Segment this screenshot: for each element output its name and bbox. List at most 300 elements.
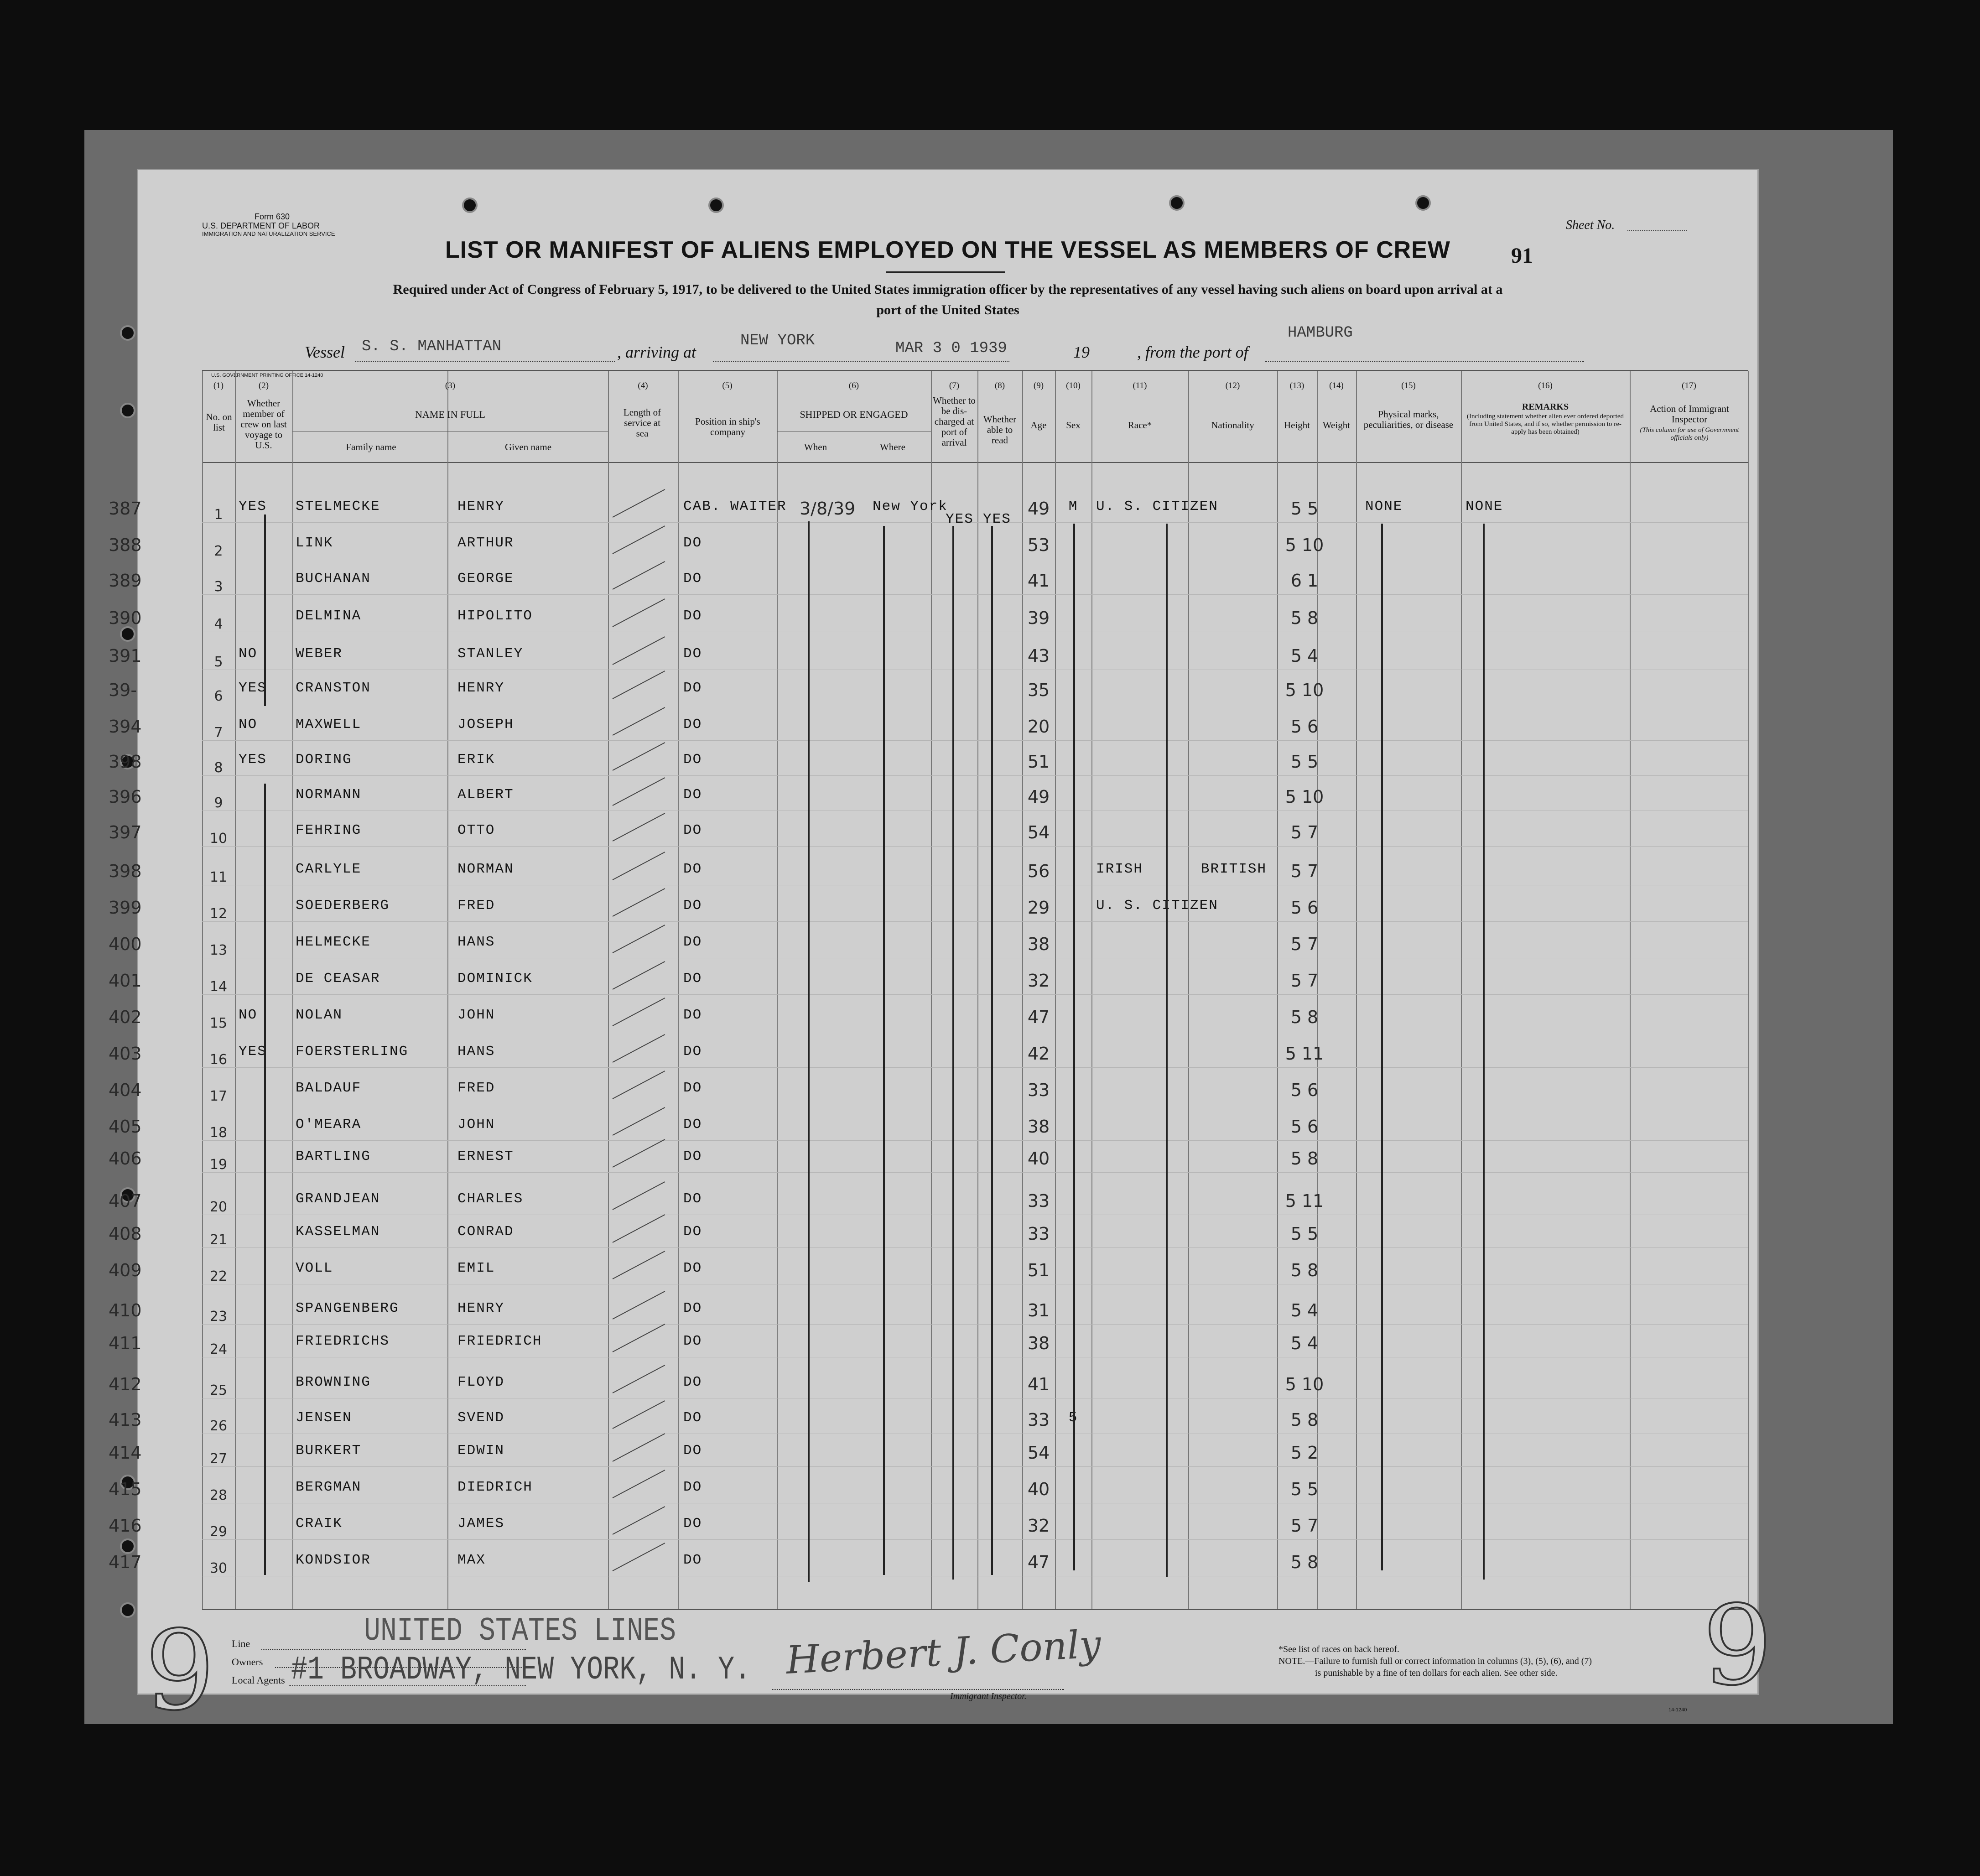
sex: 5: [1068, 1410, 1078, 1426]
title-underline: [886, 271, 1005, 273]
ditto-line-read: [991, 526, 993, 1575]
reference-number: 394: [109, 717, 142, 737]
family-name: GRANDJEAN: [296, 1191, 380, 1207]
row-number: 26: [209, 1418, 228, 1434]
length-service-tick: [613, 961, 665, 990]
row-number: 11: [209, 869, 228, 885]
given-name: JOHN: [457, 1007, 495, 1023]
row-number: 7: [214, 725, 223, 741]
reference-number: 404: [109, 1080, 142, 1100]
family-name: CARLYLE: [296, 861, 362, 877]
inspector-label: Immigrant Inspector.: [950, 1691, 1027, 1701]
height: 5 5: [1290, 1224, 1319, 1244]
height: 5 7: [1290, 822, 1319, 842]
races-note: *See list of races on back hereof.: [1278, 1644, 1399, 1654]
ship-position: DO: [683, 571, 702, 587]
height: 5 11: [1285, 1044, 1324, 1064]
row-rule: [202, 775, 1748, 776]
line-label: Line: [232, 1638, 250, 1649]
length-service-tick: [613, 925, 665, 953]
age: 38: [1027, 1333, 1050, 1353]
col-number: (6): [848, 381, 859, 390]
row-rule: [202, 1067, 1748, 1068]
family-name: FRIEDRICHS: [296, 1333, 390, 1349]
row-number: 22: [209, 1268, 228, 1284]
ditto-line-member: [264, 514, 266, 706]
reference-number: 387: [109, 499, 142, 519]
length-service-tick: [613, 1470, 665, 1498]
given-name: MAX: [457, 1552, 486, 1568]
age: 47: [1027, 1552, 1050, 1572]
given-name: ERIK: [457, 752, 495, 768]
row-rule: [202, 740, 1748, 741]
ditto-line-member: [264, 784, 266, 1575]
height: 5 7: [1290, 934, 1319, 954]
height: 5 10: [1285, 680, 1324, 700]
row-number: 17: [209, 1088, 228, 1104]
ship-position: DO: [683, 1224, 702, 1240]
age: 49: [1027, 499, 1050, 519]
reference-number: 396: [109, 787, 142, 807]
row-number: 23: [209, 1309, 228, 1325]
ship-position: DO: [683, 1080, 702, 1096]
family-name: BERGMAN: [296, 1479, 362, 1495]
reference-number: 397: [109, 822, 142, 842]
col-divider: [608, 371, 609, 1609]
ditto-line-discharged: [952, 526, 954, 1580]
ship-position: DO: [683, 752, 702, 768]
header-weight: Weight: [1322, 420, 1351, 431]
age: 33: [1027, 1080, 1050, 1100]
given-name: CONRAD: [457, 1224, 514, 1240]
binder-hole: [1169, 195, 1185, 211]
col-number: (7): [949, 381, 960, 390]
col-number: (4): [638, 381, 648, 390]
header-member-last-voyage: Whether member of crew on last voyage to U.S.: [240, 398, 287, 451]
age: 33: [1027, 1410, 1050, 1430]
able-to-read: YES: [983, 511, 1011, 527]
ship-position: DO: [683, 1443, 702, 1459]
length-service-tick: [613, 525, 665, 554]
length-service-tick: [613, 1139, 665, 1168]
shipped-when: 3/8/39: [800, 499, 856, 519]
ditto-line-race: [1166, 524, 1168, 1577]
height: 5 4: [1290, 1333, 1319, 1353]
header-name-in-full: NAME IN FULL: [415, 409, 485, 420]
penalty-note-1: NOTE.—Failure to furnish full or correct information in columns (3), (5), (6), and (7): [1278, 1656, 1592, 1666]
height: 5 4: [1290, 1300, 1319, 1320]
reference-number: 401: [109, 971, 142, 991]
age: 54: [1027, 822, 1050, 842]
family-name: CRAIK: [296, 1516, 343, 1532]
row-number: 15: [209, 1015, 228, 1031]
given-name: STANLEY: [457, 646, 524, 662]
family-name: SOEDERBERG: [296, 898, 390, 914]
ship-position: DO: [683, 822, 702, 838]
given-name: FRIEDRICH: [457, 1333, 542, 1349]
subtitle-line-2: port of the United States: [876, 302, 1019, 317]
header-discharged: Whether to be dis-charged at port of arrival: [933, 395, 976, 448]
member-last-voyage: YES: [239, 752, 267, 768]
family-name: MAXWELL: [296, 717, 362, 733]
family-name: STELMECKE: [296, 499, 380, 514]
family-name: FOERSTERLING: [296, 1044, 409, 1060]
given-name: HENRY: [457, 680, 505, 696]
race: U. S. CITIZEN: [1096, 898, 1218, 914]
reference-number: 400: [109, 934, 142, 954]
length-service-tick: [613, 998, 665, 1026]
reference-number: 388: [109, 535, 142, 555]
member-last-voyage: NO: [239, 646, 258, 662]
reference-number: 417: [109, 1552, 142, 1572]
reference-number: 409: [109, 1260, 142, 1280]
owners-label: Owners: [232, 1656, 263, 1668]
col-number: (13): [1289, 381, 1304, 390]
height: 5 10: [1285, 535, 1324, 555]
height: 5 8: [1290, 1260, 1319, 1280]
signature-line: [772, 1689, 1064, 1690]
col-number: (8): [994, 381, 1005, 390]
year-prefix: 19: [1073, 343, 1090, 361]
family-name: VOLL: [296, 1260, 333, 1276]
reference-number: 411: [109, 1333, 142, 1353]
ship-position: DO: [683, 717, 702, 733]
row-number: 5: [214, 654, 223, 670]
row-number: 18: [209, 1125, 228, 1141]
reference-number: 391: [109, 646, 142, 666]
age: 29: [1027, 898, 1050, 918]
sex: M: [1068, 499, 1078, 514]
to-be-discharged: YES: [946, 511, 974, 527]
date-stamp: MAR 3 0 1939: [895, 340, 1007, 357]
row-number: 28: [209, 1487, 228, 1503]
physical-marks: NONE: [1365, 499, 1403, 514]
subtitle-line-1: Required under Act of Congress of February 5, 1917, to be delivered to the United States immigration officer by the representatives of any vessel having such aliens on board upon arrival at a: [393, 282, 1503, 297]
ship-position: DO: [683, 1479, 702, 1495]
age: 51: [1027, 752, 1050, 772]
reference-number: 389: [109, 571, 142, 591]
length-service-tick: [613, 1181, 665, 1210]
ship-position: DO: [683, 1191, 702, 1207]
ditto-line-marks: [1381, 524, 1383, 1570]
height: 5 7: [1290, 971, 1319, 991]
reference-number: 390: [109, 608, 142, 628]
height: 5 8: [1290, 1148, 1319, 1169]
folder-number-left: 9: [145, 1607, 215, 1735]
age: 40: [1027, 1479, 1050, 1499]
col-divider: [292, 371, 293, 1609]
ship-position: DO: [683, 1374, 702, 1390]
family-name: BALDAUF: [296, 1080, 362, 1096]
reference-number: 398: [109, 752, 142, 772]
length-service-tick: [613, 742, 665, 771]
binder-hole: [120, 1602, 135, 1618]
form-code: 14-1240: [1668, 1707, 1687, 1713]
ship-position: DO: [683, 1260, 702, 1276]
from-port: HAMBURG: [1288, 324, 1353, 342]
given-name: ARTHUR: [457, 535, 514, 551]
length-service-tick: [613, 1433, 665, 1462]
header-family-name: Family name: [346, 442, 396, 452]
given-name: EDWIN: [457, 1443, 505, 1459]
sheet-number-label: [1566, 218, 1615, 233]
row-number: 1: [214, 507, 223, 523]
height: 5 6: [1290, 717, 1319, 737]
age: 32: [1027, 1516, 1050, 1536]
family-name: NOLAN: [296, 1007, 343, 1023]
binder-hole: [120, 325, 135, 341]
reference-number: 412: [109, 1374, 142, 1394]
ship-position: DO: [683, 535, 702, 551]
given-name: HIPOLITO: [457, 608, 533, 624]
ship-position: DO: [683, 1333, 702, 1349]
reference-number: 413: [109, 1410, 142, 1430]
header-age: Age: [1030, 420, 1047, 431]
col-number: (15): [1401, 381, 1416, 390]
binder-hole: [462, 197, 478, 213]
vessel-label: Vessel: [305, 343, 345, 361]
length-service-tick: [613, 1365, 665, 1393]
given-name: FRED: [457, 1080, 495, 1096]
age: 39: [1027, 608, 1050, 628]
reference-number: 406: [109, 1148, 142, 1169]
col-divider: [678, 371, 679, 1609]
family-name: BROWNING: [296, 1374, 371, 1390]
height: 5 5: [1290, 1479, 1319, 1499]
row-rule: [202, 994, 1748, 995]
length-service-tick: [613, 1251, 665, 1279]
family-name: HELMECKE: [296, 934, 371, 950]
height: 5 8: [1290, 1007, 1319, 1027]
col-divider: [1091, 371, 1092, 1609]
sheet-label: Sheet No.: [1566, 218, 1615, 232]
length-service-tick: [613, 1543, 665, 1571]
height: 5 7: [1290, 1516, 1319, 1536]
family-name: BUCHANAN: [296, 571, 371, 587]
ship-position: DO: [683, 1007, 702, 1023]
given-name: DOMINICK: [457, 971, 533, 987]
family-name: FEHRING: [296, 822, 362, 838]
table-bottom-line: [202, 1609, 1748, 1610]
age: 38: [1027, 934, 1050, 954]
ditto-line-where: [883, 526, 885, 1575]
header-action-note: (This column for use of Government officials only): [1640, 426, 1739, 442]
height: 5 8: [1290, 608, 1319, 628]
family-name: DORING: [296, 752, 352, 768]
height: 5 5: [1290, 752, 1319, 772]
length-service-tick: [613, 777, 665, 806]
row-rule: [202, 1172, 1748, 1173]
given-name: HANS: [457, 1044, 495, 1060]
header-action-inspector: Action of Immigrant Inspector: [1650, 403, 1729, 425]
age: 32: [1027, 971, 1050, 991]
col-number: (12): [1225, 381, 1240, 390]
col-number: (1): [213, 381, 224, 390]
ditto-line-sex: [1073, 524, 1075, 1570]
col-divider: [1461, 371, 1462, 1609]
member-last-voyage: NO: [239, 717, 258, 733]
shipped-where: New York: [873, 499, 948, 514]
row-number: 27: [209, 1451, 228, 1467]
header-no-on-list: No. on list: [206, 411, 232, 433]
height: 5 5: [1290, 499, 1319, 519]
header-where: Where: [880, 442, 905, 452]
height: 5 10: [1285, 787, 1324, 807]
family-name: KASSELMAN: [296, 1224, 380, 1240]
col-number: (3): [445, 381, 456, 390]
family-name: CRANSTON: [296, 680, 371, 696]
ship-position: DO: [683, 608, 702, 624]
header-bottom-line: [202, 462, 1748, 463]
given-name: ALBERT: [457, 787, 514, 803]
from-label: , from the port of: [1137, 343, 1248, 361]
length-service-tick: [613, 1107, 665, 1136]
ditto-line-remarks: [1483, 524, 1485, 1580]
family-name: DE CEASAR: [296, 971, 380, 987]
from-line: [1265, 361, 1584, 362]
height: 5 6: [1290, 1117, 1319, 1137]
header-remarks-note: (Including statement whether alien ever ordered deported from United States, and if so, whether permission to re-apply has been obtained): [1466, 413, 1624, 436]
reference-number: 415: [109, 1479, 142, 1499]
height: 5 10: [1285, 1374, 1324, 1394]
member-last-voyage: NO: [239, 1007, 258, 1023]
given-name: JOHN: [457, 1117, 495, 1133]
row-number: 16: [209, 1052, 228, 1068]
age: 41: [1027, 1374, 1050, 1394]
age: 47: [1027, 1007, 1050, 1027]
ship-position: DO: [683, 861, 702, 877]
row-rule: [202, 1539, 1748, 1540]
header-length-service: Length of service at sea: [623, 407, 661, 439]
arriving-port: NEW YORK: [740, 332, 815, 349]
length-service-tick: [613, 636, 665, 665]
ship-position: DO: [683, 680, 702, 696]
header-nationality: Nationality: [1211, 420, 1254, 431]
col-divider: [447, 371, 448, 1609]
row-rule: [202, 594, 1748, 595]
given-name: FLOYD: [457, 1374, 505, 1390]
header-shipped-engaged: SHIPPED OR ENGAGED: [800, 409, 908, 420]
col-divider: [1356, 371, 1357, 1609]
length-service-tick: [613, 1034, 665, 1063]
length-service-tick: [613, 670, 665, 699]
row-number: 4: [214, 616, 223, 632]
row-number: 19: [209, 1157, 228, 1173]
member-last-voyage: YES: [239, 499, 267, 514]
header-sex: Sex: [1066, 420, 1081, 431]
reference-number: 402: [109, 1007, 142, 1027]
col-divider: [931, 371, 932, 1609]
row-rule: [202, 1324, 1748, 1325]
given-name: FRED: [457, 898, 495, 914]
col-number: (5): [722, 381, 733, 390]
manifest-sheet: [109, 169, 1772, 1735]
given-name: HENRY: [457, 499, 505, 514]
ship-position: DO: [683, 934, 702, 950]
sheet-number-line: [1627, 230, 1687, 231]
ship-position: DO: [683, 1410, 702, 1426]
vessel-line: [355, 361, 615, 362]
given-name: GEORGE: [457, 571, 514, 587]
length-service-tick: [613, 1214, 665, 1243]
row-number: 13: [209, 942, 228, 958]
height: 6 1: [1290, 571, 1319, 591]
row-number: 10: [209, 831, 228, 847]
height: 5 4: [1290, 646, 1319, 666]
row-number: 30: [209, 1560, 228, 1576]
page-number: 91: [1511, 244, 1533, 268]
ship-position: DO: [683, 898, 702, 914]
age: 56: [1027, 861, 1050, 881]
ship-position: DO: [683, 1300, 702, 1316]
reference-number: 416: [109, 1516, 142, 1536]
given-name: CHARLES: [457, 1191, 524, 1207]
header-height: Height: [1284, 420, 1310, 431]
row-number: 21: [209, 1232, 228, 1248]
age: 33: [1027, 1191, 1050, 1211]
folder-number-right: 9: [1703, 1582, 1772, 1710]
department-label: U.S. DEPARTMENT OF LABOR: [202, 221, 320, 230]
age: 20: [1027, 717, 1050, 737]
binder-hole: [1415, 195, 1431, 211]
row-number: 20: [209, 1199, 228, 1215]
row-number: 8: [214, 760, 223, 776]
given-name: HENRY: [457, 1300, 505, 1316]
family-name: SPANGENBERG: [296, 1300, 399, 1316]
length-service-tick: [613, 489, 665, 518]
height: 5 11: [1285, 1191, 1324, 1211]
header-given-name: Given name: [504, 442, 552, 452]
height: 5 2: [1290, 1443, 1319, 1463]
given-name: JAMES: [457, 1516, 505, 1532]
row-number: 24: [209, 1341, 228, 1357]
row-number: 9: [214, 795, 223, 811]
given-name: EMIL: [457, 1260, 495, 1276]
height: 5 7: [1290, 861, 1319, 881]
row-number: 12: [209, 906, 228, 922]
age: 42: [1027, 1044, 1050, 1064]
col-divider: [235, 371, 236, 1609]
reference-number: 405: [109, 1117, 142, 1137]
height: 5 8: [1290, 1410, 1319, 1430]
age: 53: [1027, 535, 1050, 555]
given-name: SVEND: [457, 1410, 505, 1426]
col-number: (14): [1329, 381, 1344, 390]
family-name: BARTLING: [296, 1148, 371, 1164]
header-remarks: REMARKS: [1522, 402, 1569, 412]
col-number: (11): [1133, 381, 1147, 390]
col-number: (9): [1033, 381, 1044, 390]
row-rule: [202, 1466, 1748, 1467]
length-service-tick: [613, 813, 665, 842]
given-name: NORMAN: [457, 861, 514, 877]
ditto-line-when: [808, 521, 810, 1582]
reference-number: 399: [109, 898, 142, 918]
row-number: 14: [209, 979, 228, 995]
header-when: When: [804, 442, 827, 452]
address-stamp: #1 BROADWAY, NEW YORK, N. Y.: [291, 1652, 751, 1689]
col-divider: [1188, 371, 1189, 1609]
row-number: 29: [209, 1524, 228, 1540]
reference-number: 410: [109, 1300, 142, 1320]
reference-number: 407: [109, 1191, 142, 1211]
header-able-to-read: Whether able to read: [983, 414, 1017, 446]
line-stamp: UNITED STATES LINES: [364, 1613, 676, 1650]
length-service-tick: [613, 852, 665, 880]
family-name: KONDSIOR: [296, 1552, 371, 1568]
binder-hole: [120, 1538, 135, 1554]
manifest-title: LIST OR MANIFEST OF ALIENS EMPLOYED ON THE VESSEL AS MEMBERS OF CREW: [445, 237, 1450, 263]
